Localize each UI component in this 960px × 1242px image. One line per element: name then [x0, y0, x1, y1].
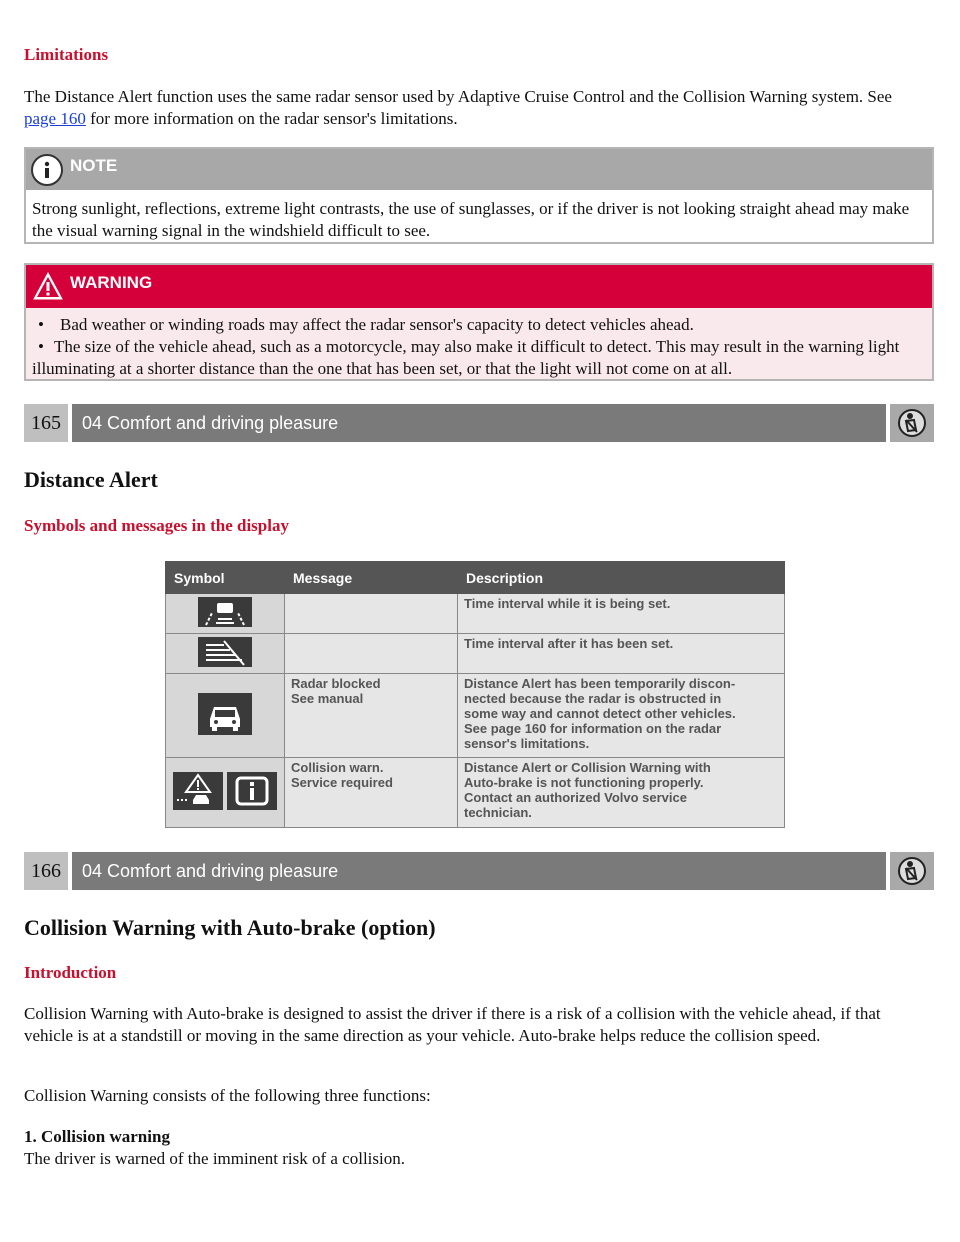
limitations-heading: Limitations	[24, 45, 109, 64]
page-160-link[interactable]: page 160	[24, 109, 86, 128]
table-cell-message	[285, 634, 458, 674]
chapter-bar-165	[24, 404, 934, 442]
header-message: Message	[285, 562, 458, 594]
distance-alert-title: Distance Alert	[24, 467, 158, 492]
table-cell-description: Distance Alert or Collision Warning with Auto-brake is not functioning properly. Contact an authorized Volvo service technician.	[458, 758, 785, 828]
radar-blocked-icon	[166, 674, 285, 758]
table-cell-message	[285, 594, 458, 634]
table-row	[166, 594, 785, 634]
warning-label: WARNING	[70, 273, 153, 292]
warning-list	[26, 308, 932, 380]
distance-setting-icon	[166, 594, 285, 634]
symbols-table	[165, 561, 785, 828]
collision-warning-title: Collision Warning with Auto-brake (option)	[24, 915, 436, 940]
seatbelt-icon	[890, 852, 934, 890]
note-label: NOTE	[70, 156, 118, 175]
chapter-bar-166	[24, 852, 934, 890]
limitations-paragraph	[24, 86, 924, 130]
table-cell-description: Time interval while it is being set.	[458, 594, 785, 634]
warning-item-2-text: The size of the vehicle ahead, such as a motorcycle, may also make it difficult to detect. This may result in the warning light illuminating at a shorter distance than the one that has been set, or that the light will not come on at all.	[32, 337, 900, 378]
table-cell-message: Collision warn. Service required	[285, 758, 458, 828]
info-icon	[31, 154, 63, 186]
chapter-title: 04 Comfort and driving pleasure	[72, 404, 886, 442]
note-box	[24, 147, 934, 244]
limitations-text-1: The Distance Alert function uses the same radar sensor used by Adaptive Cruise Control and the Collision Warning system. See	[24, 87, 892, 106]
chapter-number: 166	[24, 852, 68, 890]
collision-item1-text: The driver is warned of the imminent risk of a collision.	[24, 1149, 405, 1168]
chapter-title: 04 Comfort and driving pleasure	[72, 852, 886, 890]
warning-triangle-icon	[32, 271, 64, 301]
collision-paragraph-1: Collision Warning with Auto-brake is designed to assist the driver if there is a risk of a collision with the vehicle ahead, if that vehicle is at a standstill or moving in the same direction as your vehicle. Auto-brake helps reduce the collision speed.	[24, 1004, 881, 1045]
collision-item1-heading: 1. Collision warning	[24, 1127, 170, 1146]
limitations-text-2: for more information on the radar sensor's limitations.	[85, 109, 458, 128]
note-text: Strong sunlight, reflections, extreme light contrasts, the use of sunglasses, or if the driver is not looking straight ahead may make the visual warning signal in the windshield difficult to see.	[32, 199, 910, 240]
collision-warning-service-icon	[166, 758, 285, 828]
distance-set-icon	[166, 634, 285, 674]
table-row	[166, 634, 785, 674]
header-description: Description	[458, 562, 785, 594]
introduction-heading: Introduction	[24, 963, 117, 982]
table-row	[166, 674, 785, 758]
warning-item: • Bad weather or winding roads may affect the radar sensor's capacity to detect vehicles ahead.	[32, 314, 926, 336]
header-symbol: Symbol	[166, 562, 285, 594]
collision-paragraph-2: Collision Warning consists of the following three functions:	[24, 1086, 431, 1105]
warning-header	[26, 265, 932, 308]
warning-item-2: • The size of the vehicle ahead, such as a motorcycle, may also make it difficult to detect. This may result in the warning light illuminating at a shorter distance than the one that has been set, or that the light will not come on at all.	[32, 337, 900, 378]
chapter-number: 165	[24, 404, 68, 442]
table-row	[166, 758, 785, 828]
table-cell-description: Distance Alert has been temporarily discon- nected because the radar is obstructed in some way and cannot detect other vehicles. See page 160 for information on the radar sensor's limitations.	[458, 674, 785, 758]
table-cell-message: Radar blocked See manual	[285, 674, 458, 758]
seatbelt-icon	[890, 404, 934, 442]
note-header	[26, 149, 932, 190]
table-header-row	[166, 562, 785, 594]
table-cell-description: Time interval after it has been set.	[458, 634, 785, 674]
symbols-messages-heading: Symbols and messages in the display	[24, 516, 289, 535]
warning-box	[24, 263, 934, 381]
